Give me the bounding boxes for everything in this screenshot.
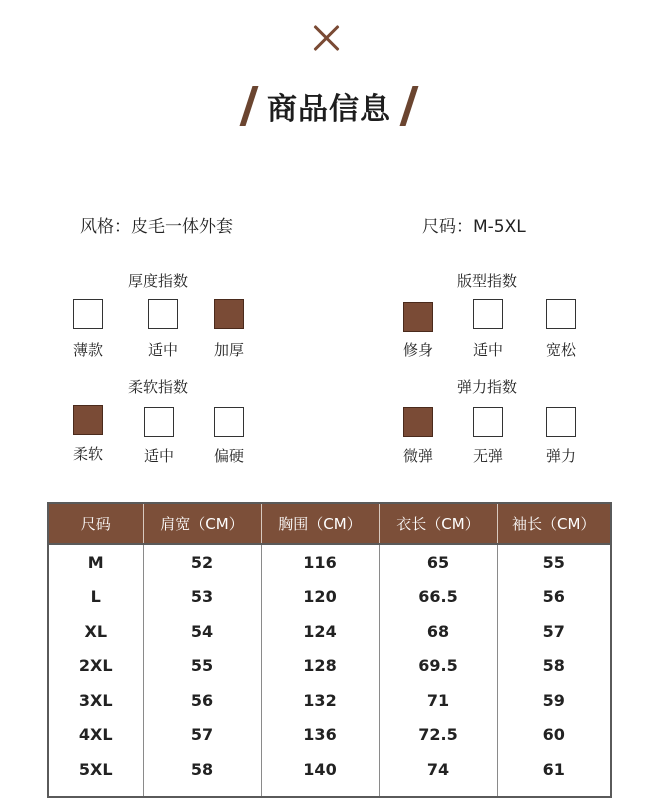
header-sleeve: 袖长（CM） [497,503,611,544]
thickness-option-medium-box [148,299,178,329]
table-row [48,683,611,718]
sleeve-cell: 60 [497,718,611,753]
size-cell: L [90,587,101,607]
header-shoulder: 肩宽（CM） [143,503,261,544]
table-row [48,752,611,797]
shoulder-cell: 54 [143,614,261,649]
sleeve-cell: 61 [497,752,611,797]
table-row [48,544,611,580]
thickness-option-label: 薄款 [72,341,103,359]
shoulder-cell: 57 [143,718,261,753]
size-table [47,502,612,798]
fit-option-label: 适中 [472,341,503,359]
fit-index-title: 版型指数 [457,272,518,290]
size-cell: 3XL [78,690,113,710]
header-chest: 胸围（CM） [261,503,379,544]
chest-cell: 124 [261,614,379,649]
slash-decoration [400,86,419,126]
length-cell: 66.5 [379,580,497,615]
table-row [48,580,611,615]
softness-option-stiff-box [214,407,244,437]
thickness-option-label: 加厚 [213,341,244,359]
title-bar [0,84,658,128]
elasticity-option-elastic-box [546,407,576,437]
softness-option-label: 偏硬 [213,447,244,465]
shoulder-cell: 56 [143,683,261,718]
chest-cell: 136 [261,718,379,753]
fit-option-label: 宽松 [545,341,576,359]
thickness-option-thin-box [73,299,103,329]
chest-cell: 120 [261,580,379,615]
thickness-option-thick-box [214,299,244,329]
softness-option-soft-box [73,405,103,435]
close-icon[interactable] [313,24,341,52]
length-cell: 72.5 [379,718,497,753]
size-range-info: 尺码：M-5XL [422,217,526,237]
page-title: 商品信息 [267,92,391,127]
size-table-header [48,503,611,544]
length-cell: 68 [379,614,497,649]
shoulder-cell: 53 [143,580,261,615]
style-info: 风格：皮毛一体外套 [80,217,233,237]
elasticity-option-none-box [473,407,503,437]
size-cell: 5XL [78,759,113,779]
table-row [48,718,611,753]
shoulder-cell: 55 [143,649,261,684]
table-row [48,614,611,649]
size-cell: XL [84,621,108,641]
chest-cell: 128 [261,649,379,684]
header-size: 尺码 [48,503,143,544]
size-cell: 2XL [78,656,113,676]
elasticity-index-title: 弹力指数 [457,378,518,396]
sleeve-cell: 59 [497,683,611,718]
fit-option-label: 修身 [402,341,433,359]
sleeve-cell: 58 [497,649,611,684]
length-cell: 74 [379,752,497,797]
header-length: 衣长（CM） [379,503,497,544]
elasticity-option-label: 微弹 [402,447,433,465]
chest-cell: 116 [261,544,379,580]
softness-option-medium-box [144,407,174,437]
fit-option-slim-box [403,302,433,332]
sleeve-cell: 57 [497,614,611,649]
slash-decoration [239,86,258,126]
shoulder-cell: 58 [143,752,261,797]
chest-cell: 132 [261,683,379,718]
length-cell: 69.5 [379,649,497,684]
softness-index-title: 柔软指数 [128,378,189,396]
size-cell: 4XL [78,725,113,745]
sleeve-cell: 55 [497,544,611,580]
elasticity-option-label: 无弹 [472,447,503,465]
sleeve-cell: 56 [497,580,611,615]
length-cell: 71 [379,683,497,718]
softness-option-label: 适中 [143,447,174,465]
elasticity-option-slight-box [403,407,433,437]
thickness-option-label: 适中 [147,341,178,359]
elasticity-option-label: 弹力 [545,447,576,465]
table-row [48,649,611,684]
size-cell: M [87,552,104,572]
fit-option-regular-box [473,299,503,329]
shoulder-cell: 52 [143,544,261,580]
softness-option-label: 柔软 [72,445,103,463]
length-cell: 65 [379,544,497,580]
thickness-index-title: 厚度指数 [128,272,189,290]
chest-cell: 140 [261,752,379,797]
fit-option-loose-box [546,299,576,329]
